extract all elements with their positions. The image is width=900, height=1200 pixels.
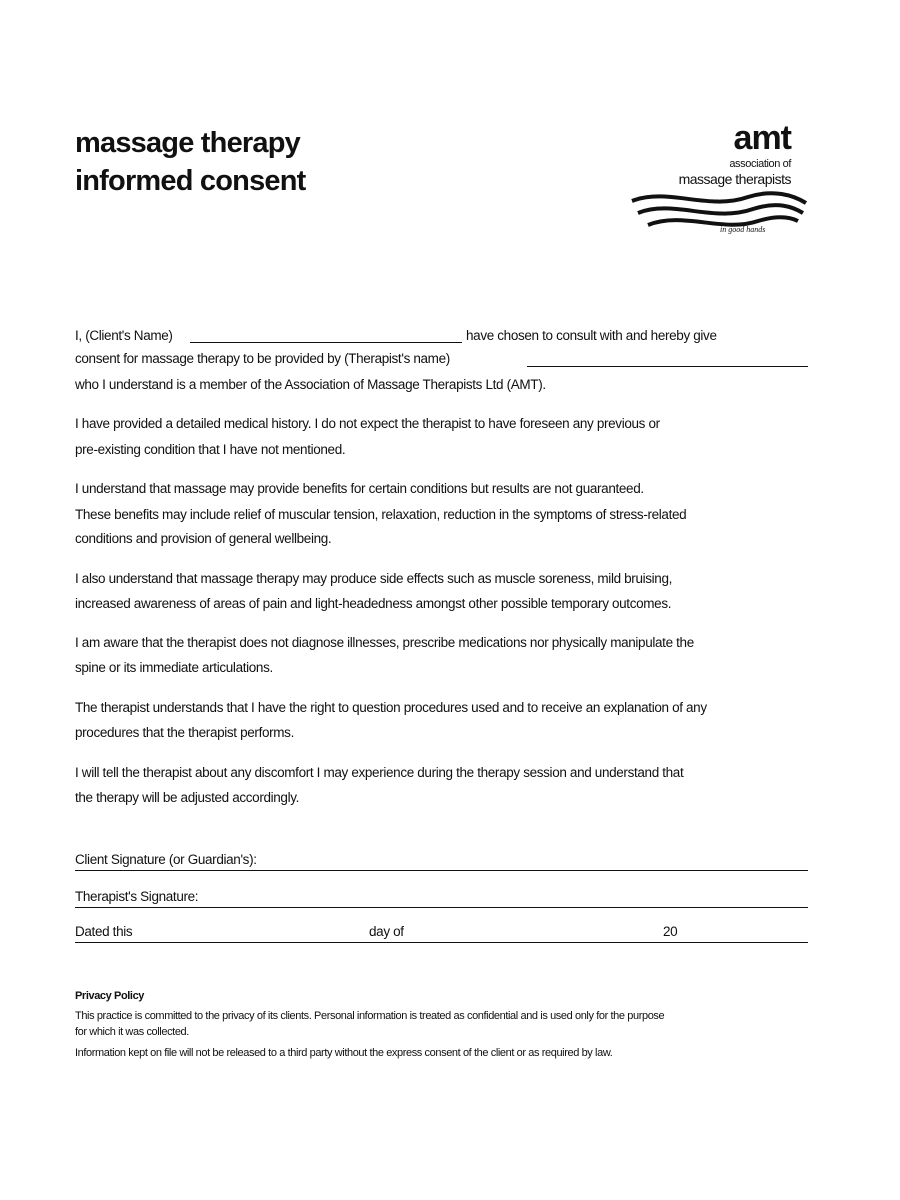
date-field[interactable] [75,942,808,943]
logo-line1: association of [729,158,791,170]
consent-text: who I understand is a member of the Association of Massage Therapists Ltd (AMT). [75,377,546,392]
consent-text: have chosen to consult with and hereby give [466,328,717,343]
consent-text: conditions and provision of general wellbeing. [75,531,332,546]
therapist-name-field[interactable] [527,366,808,367]
therapist-signature-field[interactable] [75,907,808,908]
client-name-label: I, (Client's Name) [75,328,173,343]
consent-text: I understand that massage may provide benefits for certain conditions but results are not guaranteed. [75,481,644,496]
logo-line2: massage therapists [678,171,791,187]
client-signature-field[interactable] [75,870,808,871]
client-name-field[interactable] [190,342,462,343]
privacy-text: Information kept on file will not be released to a third party without the express consent of the client or as required by law. [75,1047,613,1059]
amt-logo [628,119,813,245]
consent-text: These benefits may include relief of muscular tension, relaxation, reduction in the symptoms of stress-related [75,507,687,522]
day-of-label: day of [369,924,404,939]
logo-abbr: amt [733,119,791,157]
therapist-signature-label: Therapist's Signature: [75,889,199,904]
logo-tagline: in good hands [720,225,766,234]
consent-text: I will tell the therapist about any discomfort I may experience during the therapy session and understand that [75,765,684,780]
client-signature-label: Client Signature (or Guardian's): [75,852,257,867]
dated-label: Dated this [75,924,133,939]
consent-text: procedures that the therapist performs. [75,725,294,740]
privacy-text: This practice is committed to the privacy of its clients. Personal information is treated as confidential and is used only for the purpose [75,1010,665,1022]
consent-text: The therapist understands that I have the right to question procedures used and to receive an explanation of any [75,700,707,715]
therapist-name-label: consent for massage therapy to be provided by (Therapist's name) [75,351,450,366]
consent-text: I have provided a detailed medical history. I do not expect the therapist to have foreseen any previous or [75,416,660,431]
privacy-text: for which it was collected. [75,1026,189,1038]
consent-text: I also understand that massage therapy may produce side effects such as muscle soreness, mild bruising, [75,571,673,586]
wave-icon [628,187,813,247]
consent-text: spine or its immediate articulations. [75,660,273,675]
form-title-line2: informed consent [75,165,306,197]
year-label: 20 [663,924,678,939]
consent-text: pre-existing condition that I have not mentioned. [75,442,346,457]
consent-text: I am aware that the therapist does not diagnose illnesses, prescribe medications nor physically manipulate the [75,635,694,650]
form-title-line1: massage therapy [75,127,300,159]
privacy-heading: Privacy Policy [75,990,145,1002]
consent-text: increased awareness of areas of pain and light-headedness amongst other possible temporary outcomes. [75,596,672,611]
consent-text: the therapy will be adjusted accordingly. [75,790,300,805]
